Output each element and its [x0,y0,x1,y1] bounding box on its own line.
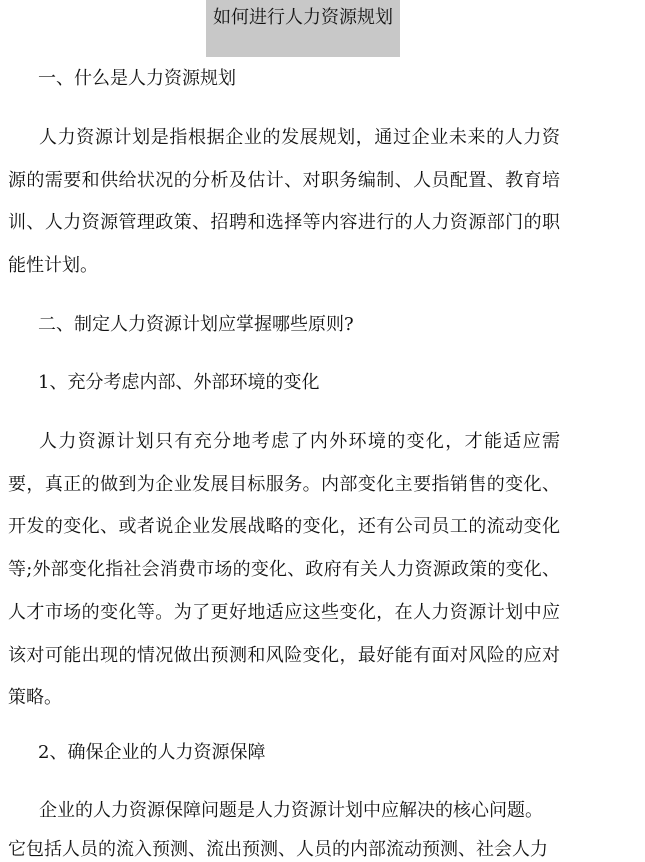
section-heading-3: 1、充分考虑内部、外部环境的变化 [38,372,320,393]
document-title: 如何进行人力资源规划 [213,7,393,28]
section-heading-2: 二、制定人力资源计划应掌握哪些原则? [38,314,354,335]
section-paragraph-4: 企业的人力资源保障问题是人力资源计划中应解决的核心问题。 [39,800,543,821]
section-paragraph-3: 人力资源计划只有充分地考虑了内外环境的变化，才能适应需要，真正的做到为企业发展目标服务。内部变化主要指销售的变化、开发的变化、或者说企业发展战略的变化，还有公司员工的流动变化等;外部变化指社会消费市场的变化、政府有关人力资源政策的变化、人才市场的变化等。为了更好地适应这些变化，在人力资源计划中应该对可能出现的情况做出预测和风险变化，最好能有面对风险的应对策略。 [8,431,560,709]
title-highlight [206,0,400,57]
section-heading-4: 2、确保企业的人力资源保障 [38,742,266,763]
section-heading-1: 一、什么是人力资源规划 [38,68,236,89]
clipped-text-line: 它包括人员的流入预测、流出预测、人员的内部流动预测、社会人力 [8,839,548,860]
section-paragraph-1: 人力资源计划是指根据企业的发展规划，通过企业未来的人力资源的需要和供给状况的分析及估计、对职务编制、人员配置、教育培训、人力资源管理政策、招聘和选择等内容进行的人力资源部门的职能性计划。 [8,127,560,277]
